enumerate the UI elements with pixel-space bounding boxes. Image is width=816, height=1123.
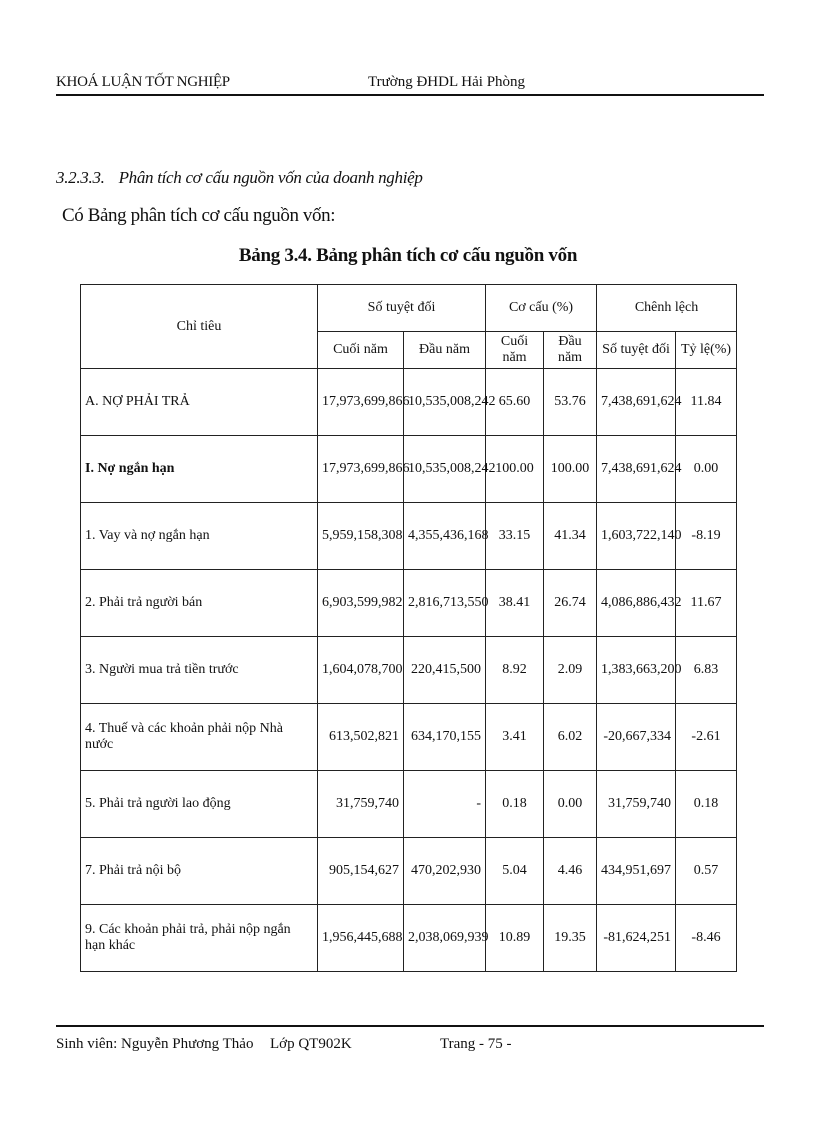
cell-start-pct: 26.74 [544,570,597,637]
cell-start-year: 470,202,930 [404,838,486,905]
cell-ratio: 11.67 [676,570,737,637]
cell-diff: -20,667,334 [597,704,676,771]
table-row [81,436,737,503]
cell-start-pct: 100.00 [544,436,597,503]
cell-ratio: 6.83 [676,637,737,704]
section-heading [56,168,423,188]
capital-structure-table [80,284,737,972]
footer-class: Lớp QT902K [270,1036,352,1052]
table-row [81,704,737,771]
cell-start-year: 2,816,713,550 [404,570,486,637]
cell-ratio: -8.19 [676,503,737,570]
table-row [81,771,737,838]
section-number: 3.2.3.3. [56,168,105,187]
cell-start-pct: 19.35 [544,905,597,972]
cell-start-year: 4,355,436,168 [404,503,486,570]
table-row [81,503,737,570]
row-label: A. NỢ PHẢI TRẢ [81,369,318,436]
footer-divider [56,1025,764,1027]
cell-diff: 434,951,697 [597,838,676,905]
cell-start-year: - [404,771,486,838]
header-indicator: Chỉ tiêu [81,285,318,369]
header-university: Trường ĐHDL Hải Phòng [368,74,526,90]
cell-start-pct: 41.34 [544,503,597,570]
row-label: 5. Phải trả người lao động [81,771,318,838]
cell-end-pct: 65.60 [486,369,544,436]
header-thesis-title: KHOÁ LUẬN TỐT NGHIỆP [56,74,230,90]
cell-ratio: -2.61 [676,704,737,771]
table-caption: Bảng 3.4. Bảng phân tích cơ cấu nguồn vốn [238,245,578,266]
table-row [81,905,737,972]
cell-end-pct: 38.41 [486,570,544,637]
cell-start-pct: 0.00 [544,771,597,838]
table-row [81,570,737,637]
cell-end-year: 5,959,158,308 [318,503,404,570]
header-diff-absolute: Số tuyệt đối [597,332,676,369]
cell-diff: 1,603,722,140 [597,503,676,570]
cell-start-pct: 2.09 [544,637,597,704]
cell-start-year: 2,038,069,939 [404,905,486,972]
cell-ratio: -8.46 [676,905,737,972]
cell-end-pct: 3.41 [486,704,544,771]
intro-text: Có Bảng phân tích cơ cấu nguồn vốn: [62,205,336,226]
header-end-year-pct: Cuối năm [486,332,544,369]
cell-end-year: 613,502,821 [318,704,404,771]
cell-end-pct: 5.04 [486,838,544,905]
cell-end-year: 1,604,078,700 [318,637,404,704]
header-difference: Chênh lệch [597,285,737,332]
cell-end-pct: 0.18 [486,771,544,838]
cell-ratio: 0.57 [676,838,737,905]
cell-diff: 4,086,886,432 [597,570,676,637]
cell-start-year: 10,535,008,242 [404,369,486,436]
cell-end-pct: 33.15 [486,503,544,570]
row-label: 3. Người mua trả tiền trước [81,637,318,704]
cell-end-year: 6,903,599,982 [318,570,404,637]
cell-end-year: 1,956,445,688 [318,905,404,972]
cell-end-pct: 100.00 [486,436,544,503]
cell-start-year: 10,535,008,242 [404,436,486,503]
table-header-row [81,285,737,332]
header-absolute: Số tuyệt đối [318,285,486,332]
header-diff-ratio: Tỷ lệ(%) [676,332,737,369]
cell-diff: 1,383,663,200 [597,637,676,704]
cell-end-year: 31,759,740 [318,771,404,838]
header-start-year: Đầu năm [404,332,486,369]
cell-end-pct: 10.89 [486,905,544,972]
row-label: 2. Phải trả người bán [81,570,318,637]
cell-diff: 7,438,691,624 [597,369,676,436]
row-label: 1. Vay và nợ ngắn hạn [81,503,318,570]
cell-diff: 31,759,740 [597,771,676,838]
header-structure: Cơ cấu (%) [486,285,597,332]
table-row [81,838,737,905]
cell-ratio: 11.84 [676,369,737,436]
cell-end-year: 905,154,627 [318,838,404,905]
header-end-year: Cuối năm [318,332,404,369]
row-label: 7. Phải trả nội bộ [81,838,318,905]
footer-page-number: Trang - 75 - [440,1036,512,1052]
cell-end-pct: 8.92 [486,637,544,704]
cell-ratio: 0.00 [676,436,737,503]
cell-diff: -81,624,251 [597,905,676,972]
footer-student: Sinh viên: Nguyễn Phương Thảo [56,1036,254,1052]
cell-end-year: 17,973,699,866 [318,369,404,436]
cell-start-year: 634,170,155 [404,704,486,771]
cell-start-pct: 53.76 [544,369,597,436]
cell-start-year: 220,415,500 [404,637,486,704]
row-label: 4. Thuế và các khoản phải nộp Nhà nước [81,704,318,771]
table-row [81,637,737,704]
cell-start-pct: 6.02 [544,704,597,771]
row-label: I. Nợ ngắn hạn [81,436,318,503]
cell-end-year: 17,973,699,866 [318,436,404,503]
cell-diff: 7,438,691,624 [597,436,676,503]
cell-ratio: 0.18 [676,771,737,838]
cell-start-pct: 4.46 [544,838,597,905]
page-header [56,72,764,96]
section-title: Phân tích cơ cấu nguồn vốn của doanh nghiệp [118,168,423,187]
row-label: 9. Các khoản phải trả, phải nộp ngắn hạn khác [81,905,318,972]
table-row [81,369,737,436]
header-start-year-pct: Đầu năm [544,332,597,369]
